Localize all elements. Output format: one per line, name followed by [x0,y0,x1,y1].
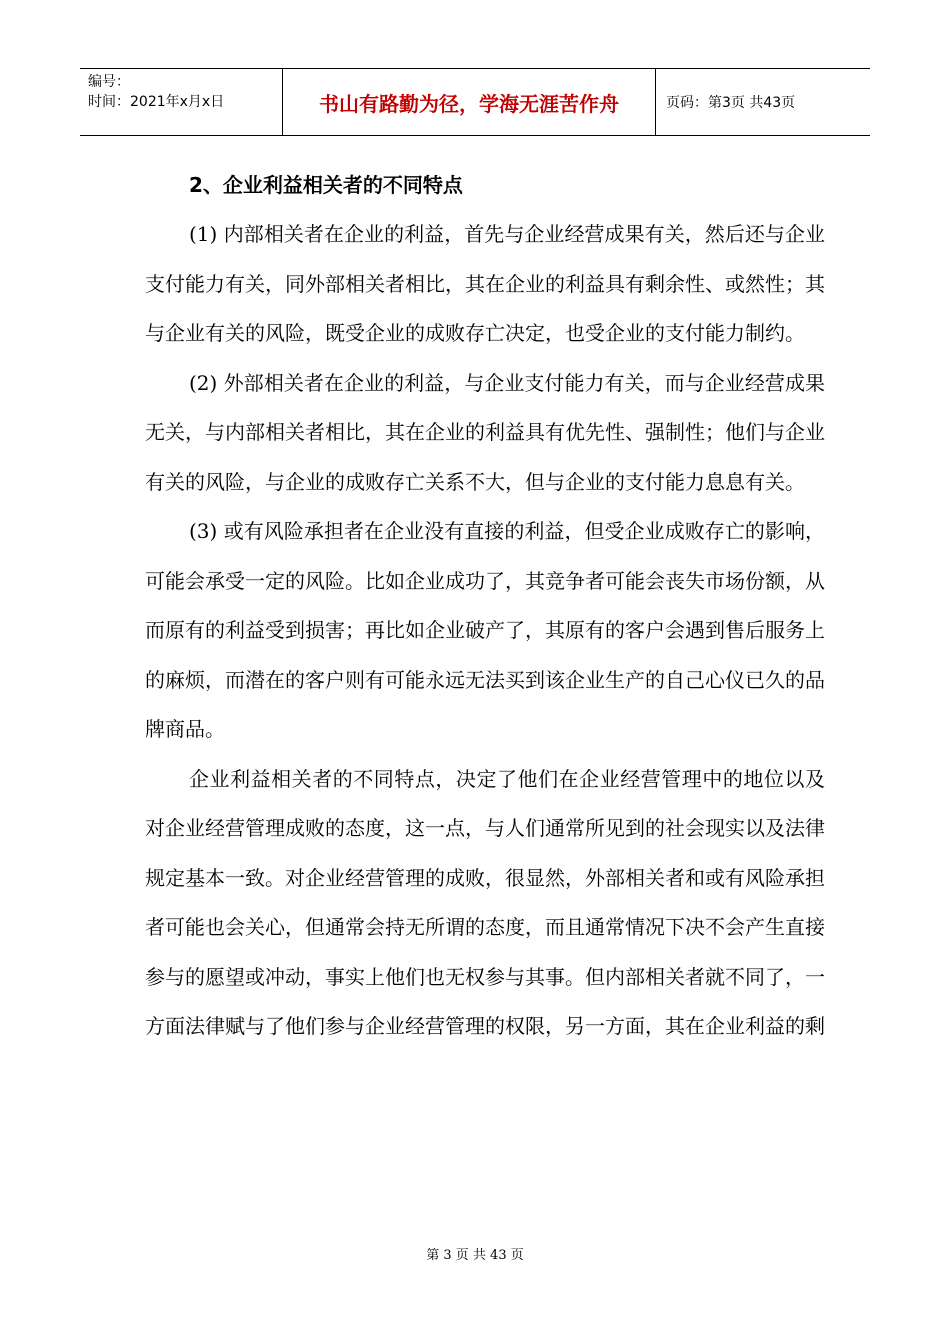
document-number-label: 编号： [88,74,130,90]
section-heading: 2、企业利益相关者的不同特点 [189,173,463,197]
document-date: 时间：2021年x月x日 [88,94,225,110]
header-page-info: 页码：第3页 共43页 [666,95,796,111]
page-footer: 第 3 页 共 43 页 [426,1248,524,1263]
paragraph-2: (2) 外部相关者在企业的利益，与企业支付能力有关，而与企业经营成果无关，与内部相关者相比，其在企业的利益具有优先性、强制性；他们与企业有关的风险，与企业的成败存亡关系不大，但与企业的支付能力息息有关。 [145,370,825,494]
header-motto: 书山有路勤为径，学海无涯苦作舟 [283,69,656,135]
paragraph-3: (3) 或有风险承担者在企业没有直接的利益，但受企业成败存亡的影响，可能会承受一定的风险。比如企业成功了，其竞争者可能会丧失市场份额，从而原有的利益受到损害；再比如企业破产了，其原有的客户会遇到售后服务上的麻烦，而潜在的客户则有可能永远无法买到该企业生产的自己心仪已久的品牌商品。 [145,519,825,741]
document-body [145,160,825,1052]
paragraph-1: (1) 内部相关者在企业的利益，首先与企业经营成果有关，然后还与企业支付能力有关，同外部相关者相比，其在企业的利益具有剩余性、或然性；其与企业有关的风险，既受企业的成败存亡决定，也受企业的支付能力制约。 [145,222,825,345]
header-meta [80,69,283,135]
paragraph-4: 企业利益相关者的不同特点，决定了他们在企业经营管理中的地位以及对企业经营管理成败的态度，这一点，与人们通常所见到的社会现实以及法律规定基本一致。对企业经营管理的成败，很显然，外部相关者和或有风险承担者可能也会关心，但通常会持无所谓的态度，而且通常情况下决不会产生直接参与的愿望或冲动，事实上他们也无权参与其事。但内部相关者就不同了，一方面法律赋与了他们参与企业经营管理的权限，另一方面，其在企业利益的剩 [145,766,825,1038]
document-header [80,68,870,136]
